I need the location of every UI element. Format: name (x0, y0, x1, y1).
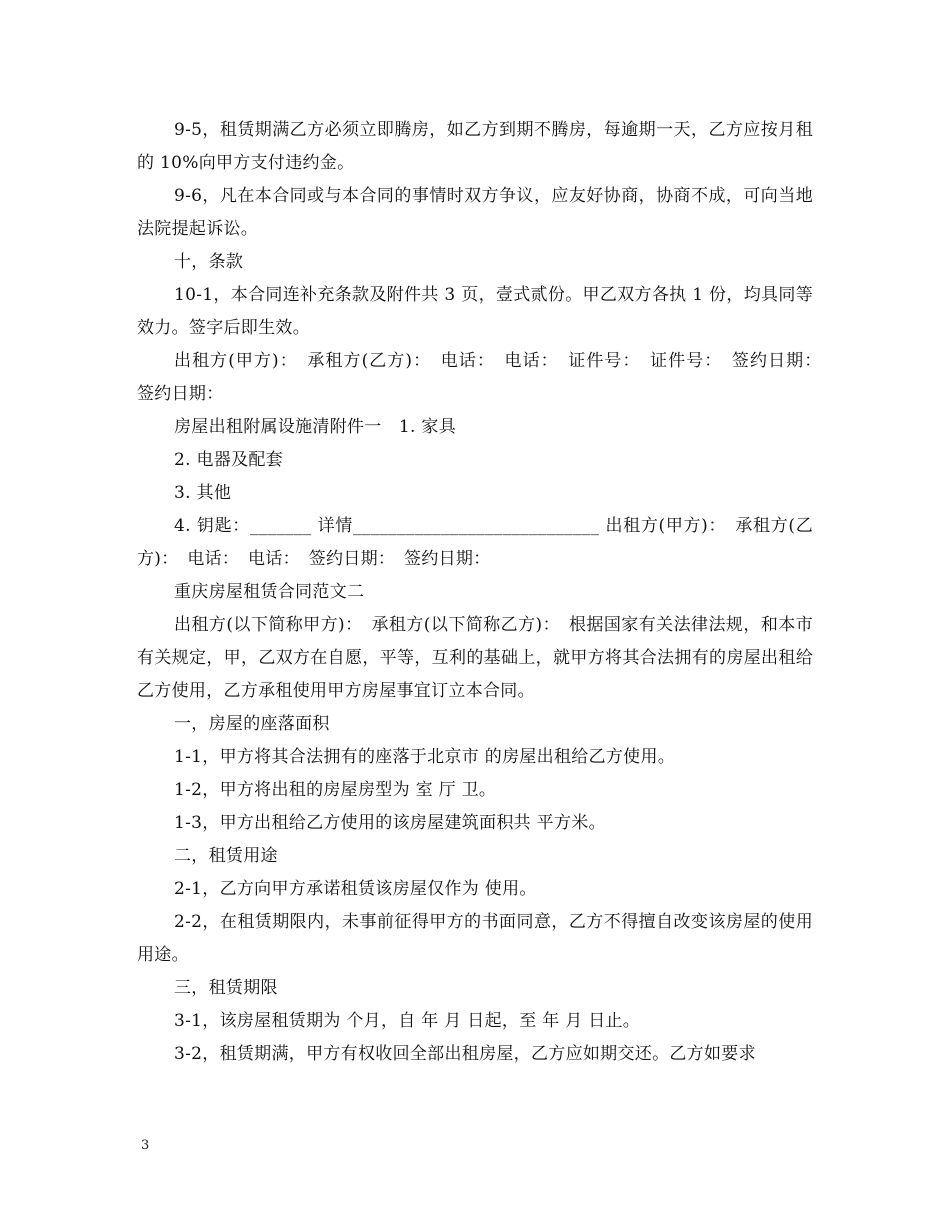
paragraph-10-1: 10-1，本合同连补充条款及附件共 3 页，壹式贰份。甲乙双方各执 1 份，均具同等效力。签字后即生效。 (137, 285, 813, 338)
paragraph-2-2: 2-2，在租赁期限内，未事前征得甲方的书面同意，乙方不得擅自改变该房屋的使用用途。 (137, 912, 813, 965)
document-body (137, 114, 831, 1071)
paragraph-3-2: 3-2，租赁期满，甲方有权收回全部出租房屋，乙方应如期交还。乙方如要求 (174, 1044, 756, 1064)
signature-fields: 出租方(甲方)： 承租方(乙方)： 电话： 电话： 证件号： 证件号： 签约日期： 签约日期： (137, 351, 831, 404)
contract-title-2: 重庆房屋租赁合同范文二 (174, 582, 365, 602)
attachment-item-4: 4. 钥匙：_______ 详情____________________________ 出租方(甲方)： 承租方(乙方)： 电话： 电话： 签约日期： 签约日期： (137, 516, 813, 569)
page-number: 3 (141, 1138, 150, 1153)
paragraph-9-5: 9-5，租赁期满乙方必须立即腾房，如乙方到期不腾房，每逾期一天，乙方应按月租的 10%向甲方支付违约金。 (137, 120, 813, 173)
paragraph-1-3: 1-3，甲方出租给乙方使用的该房屋建筑面积共 平方米。 (174, 813, 606, 833)
section-heading-1: 一，房屋的座落面积 (174, 714, 330, 734)
paragraph-1-1: 1-1，甲方将其合法拥有的座落于北京市 的房屋出租给乙方使用。 (174, 747, 676, 767)
paragraph-9-6: 9-6，凡在本合同或与本合同的事情时双方争议，应友好协商，协商不成，可向当地法院提起诉讼。 (137, 186, 813, 239)
contract-intro: 出租方(以下简称甲方)： 承租方(以下简称乙方)： 根据国家有关法律法规，和本市有关规定，甲，乙双方在自愿，平等，互利的基础上，就甲方将其合法拥有的房屋出租给乙方使用，乙方承租使用甲方房屋事宜订立本合同。 (137, 615, 813, 701)
attachment-item-1: 房屋出租附属设施清附件一 1. 家具 (174, 417, 457, 437)
paragraph-1-2: 1-2，甲方将出租的房屋房型为 室 厅 卫。 (174, 780, 497, 800)
paragraph-2-1: 2-1，乙方向甲方承诺租赁该房屋仅作为 使用。 (174, 879, 537, 899)
attachment-item-3: 3. 其他 (174, 483, 232, 503)
section-heading-2: 二，租赁用途 (174, 846, 278, 866)
section-heading-3: 三，租赁期限 (174, 978, 278, 998)
paragraph-3-1: 3-1，该房屋租赁期为 个月，自 年 月 日起，至 年 月 日止。 (174, 1011, 641, 1031)
section-heading-10: 十，条款 (174, 252, 244, 272)
attachment-item-2: 2. 电器及配套 (174, 450, 284, 470)
